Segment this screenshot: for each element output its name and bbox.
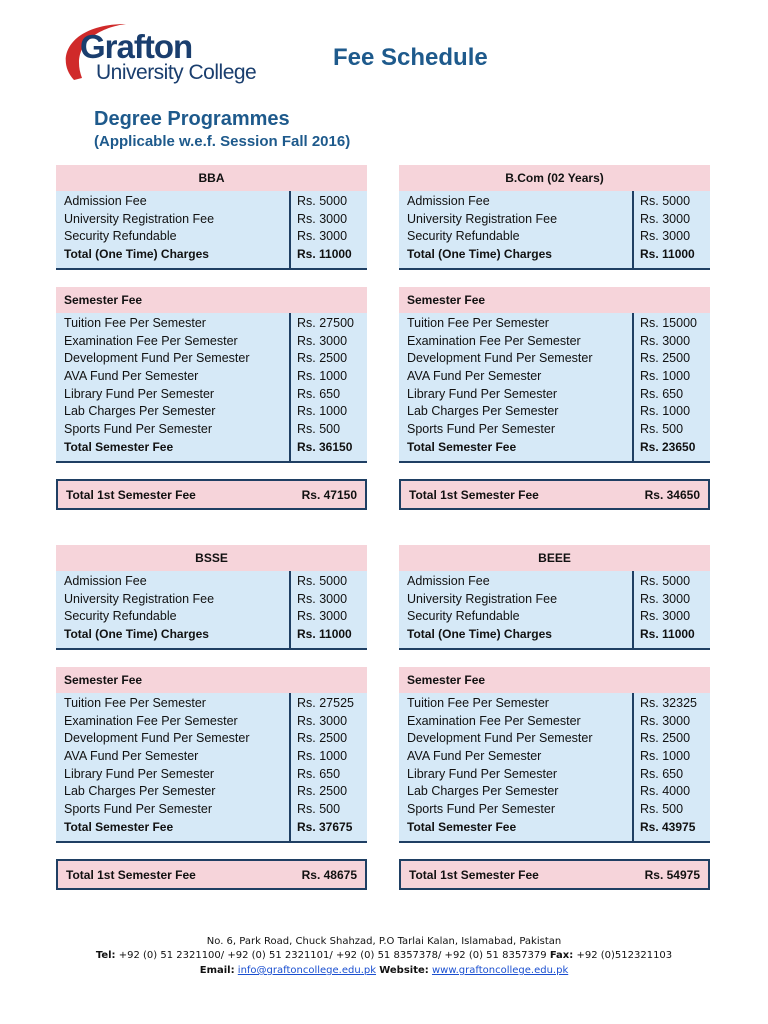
fee-label: Sports Fund Per Semester [407, 802, 555, 817]
total-label: Total Semester Fee [64, 439, 174, 454]
total-label: Total (One Time) Charges [407, 247, 552, 262]
total-label: Total 1st Semester Fee [409, 487, 539, 502]
fee-amount: Rs. 1000 [297, 404, 348, 419]
fee-label: Examination Fee Per Semester [64, 713, 238, 728]
fee-label: AVA Fund Per Semester [407, 749, 542, 764]
fee-label: Security Refundable [407, 229, 520, 244]
fee-amount: Rs. 2500 [297, 784, 348, 799]
total-label: Total Semester Fee [407, 439, 517, 454]
fee-label: Lab Charges Per Semester [64, 404, 216, 419]
total-amount: Rs. 48675 [301, 867, 357, 882]
fee-label: Lab Charges Per Semester [407, 404, 559, 419]
fee-label: Tuition Fee Per Semester [64, 316, 206, 330]
page-title: Fee Schedule [333, 44, 488, 71]
fee-label: University Registration Fee [64, 591, 215, 606]
programme-name: BBA [56, 165, 367, 191]
fee-amount: Rs. 3000 [640, 211, 691, 226]
fee-label: University Registration Fee [407, 211, 558, 226]
fee-label: Tuition Fee Per Semester [407, 316, 549, 330]
fee-amount: Rs. 650 [297, 766, 341, 781]
footer-links [0, 965, 768, 976]
fee-label: Development Fund Per Semester [407, 351, 593, 366]
fee-amount: Rs. 3000 [297, 591, 348, 606]
fee-label: Development Fund Per Semester [64, 731, 250, 746]
fee-amount: Rs. 15000 [640, 316, 697, 330]
fee-label: Admission Fee [407, 194, 490, 208]
semester-card-bsse [56, 667, 367, 843]
programme-card-beee [399, 545, 710, 650]
website-label: Website: [379, 965, 429, 976]
fee-amount: Rs. 1000 [640, 404, 691, 419]
programme-card-bcom [399, 165, 710, 270]
fee-amount: Rs. 27500 [297, 316, 354, 330]
fee-label: Admission Fee [407, 574, 490, 588]
total-amount: Rs. 47150 [301, 487, 357, 502]
programme-name: B.Com (02 Years) [399, 165, 710, 191]
semester-card-bba [56, 287, 367, 463]
fee-label: Lab Charges Per Semester [407, 784, 559, 799]
total-amount: Rs. 11000 [297, 627, 352, 642]
semester-card-bcom [399, 287, 710, 463]
total-label: Total (One Time) Charges [64, 247, 209, 262]
fee-amount: Rs. 2500 [297, 731, 348, 746]
total-amount: Rs. 34650 [644, 487, 700, 502]
fee-label: Security Refundable [64, 229, 177, 244]
fee-label: Sports Fund Per Semester [64, 422, 212, 437]
first-semester-total-bcom [399, 479, 710, 510]
fee-amount: Rs. 4000 [640, 784, 691, 799]
total-label: Total Semester Fee [407, 819, 517, 834]
fee-label: Sports Fund Per Semester [407, 422, 555, 437]
fax-number: +92 (0)512321103 [576, 950, 673, 961]
fee-label: AVA Fund Per Semester [64, 369, 199, 384]
one-time-table [399, 571, 710, 650]
fee-label: Development Fund Per Semester [407, 731, 593, 746]
section-heading: Degree Programmes [94, 108, 290, 130]
programme-card-bsse [56, 545, 367, 650]
fee-amount: Rs. 3000 [297, 713, 348, 728]
fee-amount: Rs. 1000 [297, 369, 348, 384]
total-label: Total 1st Semester Fee [66, 487, 196, 502]
semester-fee-header: Semester Fee [399, 287, 710, 313]
first-semester-total-bsse [56, 859, 367, 890]
one-time-table [399, 191, 710, 270]
semester-fee-header: Semester Fee [56, 287, 367, 313]
first-semester-total-bba [56, 479, 367, 510]
fee-amount: Rs. 500 [640, 422, 684, 437]
fee-label: AVA Fund Per Semester [407, 369, 542, 384]
fee-amount: Rs. 27525 [297, 696, 354, 710]
email-label: Email: [199, 965, 235, 976]
fax-label: Fax: [549, 950, 574, 961]
footer-address: No. 6, Park Road, Chuck Shahzad, P.O Tarlai Kalan, Islamabad, Pakistan [206, 936, 562, 947]
footer-contact [0, 950, 768, 961]
fee-label: Security Refundable [407, 609, 520, 624]
total-label: Total Semester Fee [64, 819, 174, 834]
fee-amount: Rs. 3000 [297, 211, 348, 226]
fee-label: Tuition Fee Per Semester [407, 696, 549, 710]
total-amount: Rs. 43975 [640, 819, 696, 834]
semester-card-beee [399, 667, 710, 843]
first-semester-total-beee [399, 859, 710, 890]
logo-name: Grafton [80, 28, 193, 65]
logo-subtitle: University College [96, 61, 257, 84]
fee-label: Admission Fee [64, 574, 147, 588]
semester-table [399, 693, 710, 843]
fee-label: Security Refundable [64, 609, 177, 624]
fee-label: Examination Fee Per Semester [64, 333, 238, 348]
one-time-table [56, 191, 367, 270]
fee-amount: Rs. 3000 [640, 333, 691, 348]
fee-amount: Rs. 3000 [640, 713, 691, 728]
total-amount: Rs. 54975 [644, 867, 700, 882]
semester-table [399, 313, 710, 463]
grafton-logo [56, 18, 286, 88]
programme-card-bba [56, 165, 367, 270]
semester-fee-header: Semester Fee [399, 667, 710, 693]
fee-amount: Rs. 3000 [640, 591, 691, 606]
total-label: Total 1st Semester Fee [66, 867, 196, 882]
fee-amount: Rs. 650 [640, 386, 684, 401]
fee-amount: Rs. 5000 [640, 574, 691, 588]
total-amount: Rs. 36150 [297, 439, 353, 454]
fee-amount: Rs. 2500 [640, 351, 691, 366]
fee-amount: Rs. 5000 [297, 574, 348, 588]
fee-label: Lab Charges Per Semester [64, 784, 216, 799]
fee-amount: Rs. 3000 [640, 609, 691, 624]
programme-name: BEEE [399, 545, 710, 571]
fee-amount: Rs. 650 [297, 386, 341, 401]
fee-label: Tuition Fee Per Semester [64, 696, 206, 710]
fee-amount: Rs. 2500 [297, 351, 348, 366]
total-label: Total (One Time) Charges [407, 627, 552, 642]
fee-label: Sports Fund Per Semester [64, 802, 212, 817]
fee-amount: Rs. 1000 [297, 749, 348, 764]
fee-amount: Rs. 1000 [640, 749, 691, 764]
fee-amount: Rs. 500 [297, 422, 341, 437]
fee-amount: Rs. 1000 [640, 369, 691, 384]
fee-label: Admission Fee [64, 194, 147, 208]
fee-amount: Rs. 2500 [640, 731, 691, 746]
tel-label: Tel: [95, 950, 116, 961]
total-amount: Rs. 11000 [297, 247, 352, 262]
fee-amount: Rs. 3000 [640, 229, 691, 244]
website-link[interactable]: www.graftoncollege.edu.pk [431, 965, 569, 976]
email-link[interactable]: info@graftoncollege.edu.pk [237, 965, 377, 976]
fee-label: Library Fund Per Semester [64, 766, 215, 781]
section-subheading: (Applicable w.e.f. Session Fall 2016) [94, 133, 351, 150]
fee-label: AVA Fund Per Semester [64, 749, 199, 764]
total-label: Total (One Time) Charges [64, 627, 209, 642]
total-amount: Rs. 23650 [640, 439, 696, 454]
fee-label: Examination Fee Per Semester [407, 713, 581, 728]
fee-amount: Rs. 3000 [297, 333, 348, 348]
one-time-table [56, 571, 367, 650]
total-amount: Rs. 37675 [297, 819, 353, 834]
tel-numbers: +92 (0) 51 2321100/ +92 (0) 51 2321101/ +92 (0) 51 8357378/ +92 (0) 51 8357379 [118, 950, 547, 961]
fee-label: Development Fund Per Semester [64, 351, 250, 366]
programme-name: BSSE [56, 545, 367, 571]
semester-fee-header: Semester Fee [56, 667, 367, 693]
fee-amount: Rs. 32325 [640, 696, 697, 710]
total-amount: Rs. 11000 [640, 627, 695, 642]
semester-table [56, 693, 367, 843]
total-label: Total 1st Semester Fee [409, 867, 539, 882]
fee-label: University Registration Fee [64, 211, 215, 226]
total-amount: Rs. 11000 [640, 247, 695, 262]
fee-amount: Rs. 5000 [297, 194, 348, 208]
fee-amount: Rs. 3000 [297, 229, 348, 244]
fee-amount: Rs. 5000 [640, 194, 691, 208]
fee-label: Library Fund Per Semester [64, 386, 215, 401]
fee-label: University Registration Fee [407, 591, 558, 606]
fee-label: Library Fund Per Semester [407, 386, 558, 401]
semester-table [56, 313, 367, 463]
fee-amount: Rs. 500 [297, 802, 341, 817]
fee-amount: Rs. 500 [640, 802, 684, 817]
fee-label: Examination Fee Per Semester [407, 333, 581, 348]
fee-label: Library Fund Per Semester [407, 766, 558, 781]
fee-amount: Rs. 650 [640, 766, 684, 781]
fee-amount: Rs. 3000 [297, 609, 348, 624]
